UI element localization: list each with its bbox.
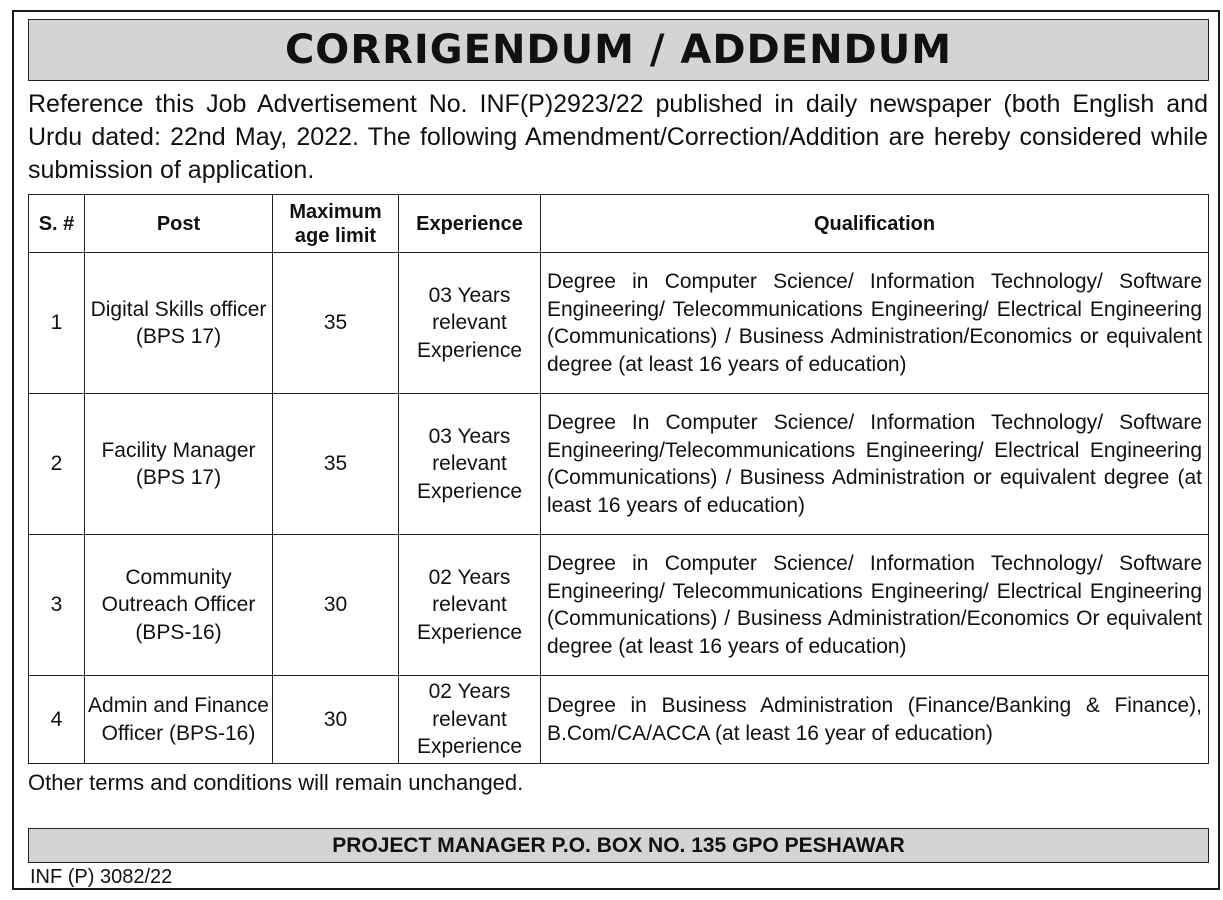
cell-qualification: Degree in Computer Science/ Information Technology/ Software Engineering/ Telecommunications Engineering/ Electrical Engineering (Communications) / Business Administration/Economics or equivalent degree (at least 16 years of education) bbox=[541, 253, 1209, 394]
cell-qualification: Degree in Business Administration (Finance/Banking & Finance), B.Com/CA/ACCA (at least 16 year of education) bbox=[541, 676, 1209, 764]
posts-table bbox=[28, 194, 1209, 764]
cell-sno: 2 bbox=[29, 394, 85, 535]
table-row bbox=[29, 676, 1209, 764]
signature-banner bbox=[28, 828, 1209, 863]
cell-post: Digital Skills officer (BPS 17) bbox=[85, 253, 273, 394]
cell-age: 35 bbox=[273, 394, 399, 535]
intro-paragraph: Reference this Job Advertisement No. INF(P)2923/22 published in daily newspaper (both English and Urdu dated: 22nd May, 2022. The following Amendment/Correction/Addition are hereby considered while submission of application. bbox=[28, 90, 1208, 184]
signature-text: PROJECT MANAGER P.O. BOX NO. 135 GPO PESHAWAR bbox=[332, 833, 905, 857]
cell-experience: 03 Years relevant Experience bbox=[399, 394, 541, 535]
table-row bbox=[29, 253, 1209, 394]
cell-sno: 3 bbox=[29, 535, 85, 676]
cell-experience: 03 Years relevant Experience bbox=[399, 253, 541, 394]
header-age: Maximum age limit bbox=[273, 195, 399, 253]
table-header-row bbox=[29, 195, 1209, 253]
cell-experience: 02 Years relevant Experience bbox=[399, 535, 541, 676]
header-post: Post bbox=[85, 195, 273, 253]
cell-qualification: Degree in Computer Science/ Information Technology/ Software Engineering/ Telecommunications Engineering/ Electrical Engineering (Communications) / Business Administration/Economics Or equivalent degree (at least 16 years of education) bbox=[541, 535, 1209, 676]
cell-post: Admin and Finance Officer (BPS-16) bbox=[85, 676, 273, 764]
cell-age: 35 bbox=[273, 253, 399, 394]
table-row bbox=[29, 394, 1209, 535]
cell-post: Community Outreach Officer (BPS-16) bbox=[85, 535, 273, 676]
cell-experience: 02 Years relevant Experience bbox=[399, 676, 541, 764]
title-banner bbox=[28, 19, 1209, 81]
cell-sno: 1 bbox=[29, 253, 85, 394]
header-experience: Experience bbox=[399, 195, 541, 253]
reference-code: INF (P) 3082/22 bbox=[30, 866, 173, 888]
table-row bbox=[29, 535, 1209, 676]
footer-note: Other terms and conditions will remain unchanged. bbox=[28, 770, 524, 795]
document-title: CORRIGENDUM / ADDENDUM bbox=[284, 27, 953, 73]
cell-post: Facility Manager (BPS 17) bbox=[85, 394, 273, 535]
cell-age: 30 bbox=[273, 676, 399, 764]
cell-age: 30 bbox=[273, 535, 399, 676]
header-qualification: Qualification bbox=[541, 195, 1209, 253]
cell-qualification: Degree In Computer Science/ Information Technology/ Software Engineering/Telecommunications Engineering/ Electrical Engineering (Communications) / Business Administration or equivalent degree (at least 16 years of education) bbox=[541, 394, 1209, 535]
cell-sno: 4 bbox=[29, 676, 85, 764]
header-sno: S. # bbox=[29, 195, 85, 253]
